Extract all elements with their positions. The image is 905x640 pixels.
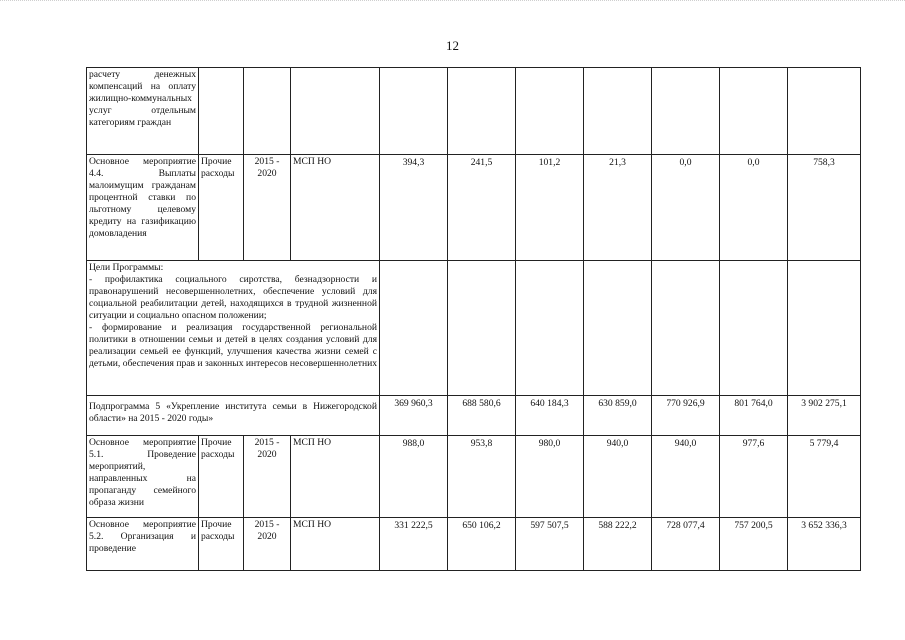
activity-description: Основное мероприятие 4.4. Выплаты малоимущим гражданам процентной ставки по льготному целевому кредиту на газификацию домовладения (87, 155, 199, 261)
value-2019: 728 077,4 (652, 518, 720, 571)
value-2018: 940,0 (584, 436, 652, 518)
subprogram-title: Подпрограмма 5 «Укрепление института семьи в Нижегородской области» на 2015 - 2020 годы» (87, 396, 380, 436)
value-2017: 597 507,5 (516, 518, 584, 571)
value-2017: 101,2 (516, 155, 584, 261)
value-2015: 394,3 (380, 155, 448, 261)
page-number: 12 (446, 38, 459, 53)
value-2020: 801 764,0 (720, 396, 788, 436)
executor: МСП НО (291, 155, 380, 261)
value-2016: 688 580,6 (448, 396, 516, 436)
value-total (788, 261, 861, 396)
value-2015 (380, 261, 448, 396)
value-2015: 369 960,3 (380, 396, 448, 436)
value-2016: 953,8 (448, 436, 516, 518)
activity-description: расчету денежных компенсаций на оплату жилищно-коммунальных услуг отдельным категориям граждан (87, 68, 199, 155)
table-row (87, 396, 861, 436)
scan-border (0, 0, 905, 2)
value-2017 (516, 261, 584, 396)
activity-description: Основное мероприятие 5.2. Организация и проведение (87, 518, 199, 571)
expense-type: Прочие расходы (199, 436, 244, 518)
value-2019 (652, 68, 720, 155)
value-2020 (720, 68, 788, 155)
period: 2015 - 2020 (244, 155, 291, 261)
expense-type: Прочие расходы (199, 155, 244, 261)
value-2018: 21,3 (584, 155, 652, 261)
value-2020: 757 200,5 (720, 518, 788, 571)
period: 2015 - 2020 (244, 518, 291, 571)
value-2019: 940,0 (652, 436, 720, 518)
value-2019: 0,0 (652, 155, 720, 261)
value-2018: 630 859,0 (584, 396, 652, 436)
table-row (87, 518, 861, 571)
value-2016 (448, 261, 516, 396)
value-2017: 980,0 (516, 436, 584, 518)
value-total: 5 779,4 (788, 436, 861, 518)
value-2017: 640 184,3 (516, 396, 584, 436)
period (244, 68, 291, 155)
value-total: 758,3 (788, 155, 861, 261)
value-total: 3 652 336,3 (788, 518, 861, 571)
executor (291, 68, 380, 155)
value-2016: 650 106,2 (448, 518, 516, 571)
value-2016 (448, 68, 516, 155)
table-row (87, 261, 861, 396)
activity-description: Основное мероприятие 5.1. Проведение мероприятий, направленных на пропаганду семейного образа жизни (87, 436, 199, 518)
value-total (788, 68, 861, 155)
expense-type (199, 68, 244, 155)
value-2018: 588 222,2 (584, 518, 652, 571)
value-2020 (720, 261, 788, 396)
executor: МСП НО (291, 518, 380, 571)
value-2016: 241,5 (448, 155, 516, 261)
value-2015 (380, 68, 448, 155)
table-row (87, 436, 861, 518)
expense-type: Прочие расходы (199, 518, 244, 571)
budget-table (86, 67, 861, 571)
value-2018 (584, 68, 652, 155)
program-goals: Цели Программы: - профилактика социального сиротства, безнадзорности и правонарушений несовершеннолетних, обеспечение условий для социальной реабилитации детей, находящихся в трудной жизненной ситуации и социально опасном положении; - формирование и реализация государственной региональной политики в отношении семьи и детей в целях создания условий для реализации семьей ее функций, улучшения качества жизни семей с детьми, обеспечения прав и законных интересов несовершеннолетних (87, 261, 380, 396)
table-row (87, 68, 861, 155)
table-row (87, 155, 861, 261)
value-2019 (652, 261, 720, 396)
executor: МСП НО (291, 436, 380, 518)
value-2020: 977,6 (720, 436, 788, 518)
value-2015: 988,0 (380, 436, 448, 518)
value-2020: 0,0 (720, 155, 788, 261)
value-2018 (584, 261, 652, 396)
value-total: 3 902 275,1 (788, 396, 861, 436)
period: 2015 - 2020 (244, 436, 291, 518)
value-2019: 770 926,9 (652, 396, 720, 436)
value-2017 (516, 68, 584, 155)
value-2015: 331 222,5 (380, 518, 448, 571)
